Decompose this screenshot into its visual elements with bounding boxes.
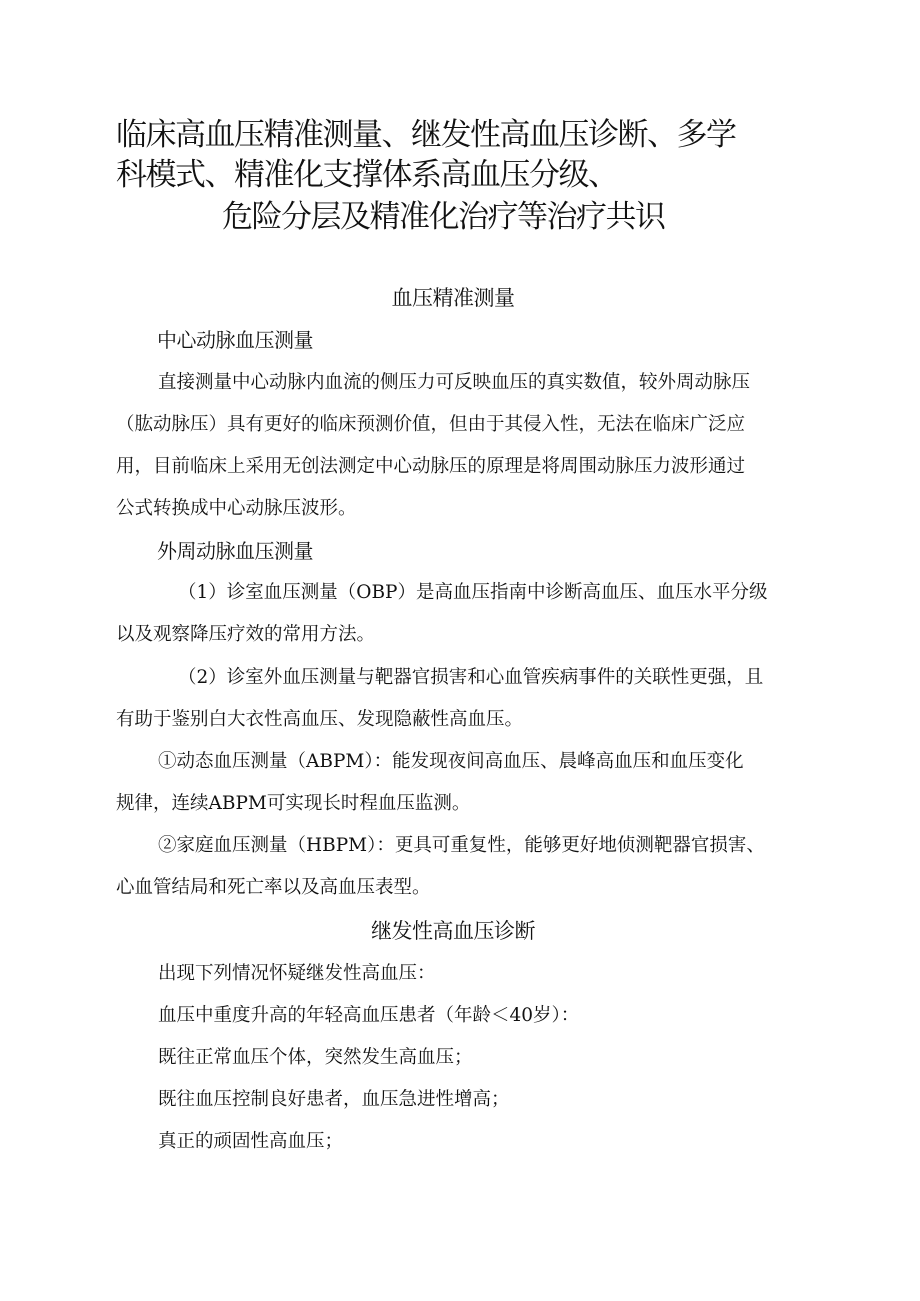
list-item-first-line: ②家庭血压测量（HBPM）：更具可重复性，能够更好地侦测靶器官损害、 — [158, 835, 765, 856]
subsection-heading-peripheral-arterial: 外周动脉血压测量 — [157, 539, 313, 563]
list-item-continuation: 规律，连续ABPM可实现长时程血压监测。 — [116, 793, 471, 814]
list-item-continuation: 有助于鉴别白大衣性高血压、发现隐蔽性高血压。 — [116, 709, 524, 730]
list-item-first-line: （1）诊室血压测量（OBP）是高血压指南中诊断高血压、血压水平分级 — [178, 582, 768, 603]
paragraph-line: 直接测量中心动脉内血流的侧压力可反映血压的真实数值，较外周动脉压 — [158, 372, 751, 393]
paragraph-line: 血压中重度升高的年轻高血压患者（年龄＜40岁）： — [158, 1005, 580, 1026]
paragraph-line: 既往正常血压个体，突然发生高血压； — [158, 1047, 473, 1068]
list-item-continuation: 以及观察降压疗效的常用方法。 — [116, 624, 376, 645]
paragraph-line: 真正的顽固性高血压； — [158, 1131, 344, 1152]
paragraph-line: 既往血压控制良好患者，血压急进性增高； — [158, 1089, 510, 1110]
paragraph-line: 出现下列情况怀疑继发性高血压： — [158, 963, 436, 984]
subsection-heading-central-arterial: 中心动脉血压测量 — [157, 328, 313, 352]
section-heading-secondary-hypertension: 继发性高血压诊断 — [371, 919, 535, 943]
paragraph-line: （肱动脉压）具有更好的临床预测价值，但由于其侵入性，无法在临床广泛应 — [116, 414, 746, 435]
document-title-line-3: 危险分层及精准化治疗等治疗共识 — [222, 199, 665, 235]
paragraph-line: 公式转换成中心动脉压波形。 — [116, 498, 357, 519]
document-title-line-2: 科模式、精准化支撑体系高血压分级、 — [116, 157, 618, 193]
paragraph-line: 用，目前临床上采用无创法测定中心动脉压的原理是将周围动脉压力波形通过 — [116, 456, 746, 477]
list-item-continuation: 心血管结局和死亡率以及高血压表型。 — [116, 877, 431, 898]
list-item-first-line: ①动态血压测量（ABPM）：能发现夜间高血压、晨峰高血压和血压变化 — [158, 751, 744, 772]
section-heading-bp-measurement: 血压精准测量 — [391, 286, 515, 310]
document-title-line-1: 临床高血压精准测量、继发性高血压诊断、多学 — [116, 117, 736, 153]
list-item-first-line: （2）诊室外血压测量与靶器官损害和心血管疾病事件的关联性更强，且 — [178, 667, 764, 688]
